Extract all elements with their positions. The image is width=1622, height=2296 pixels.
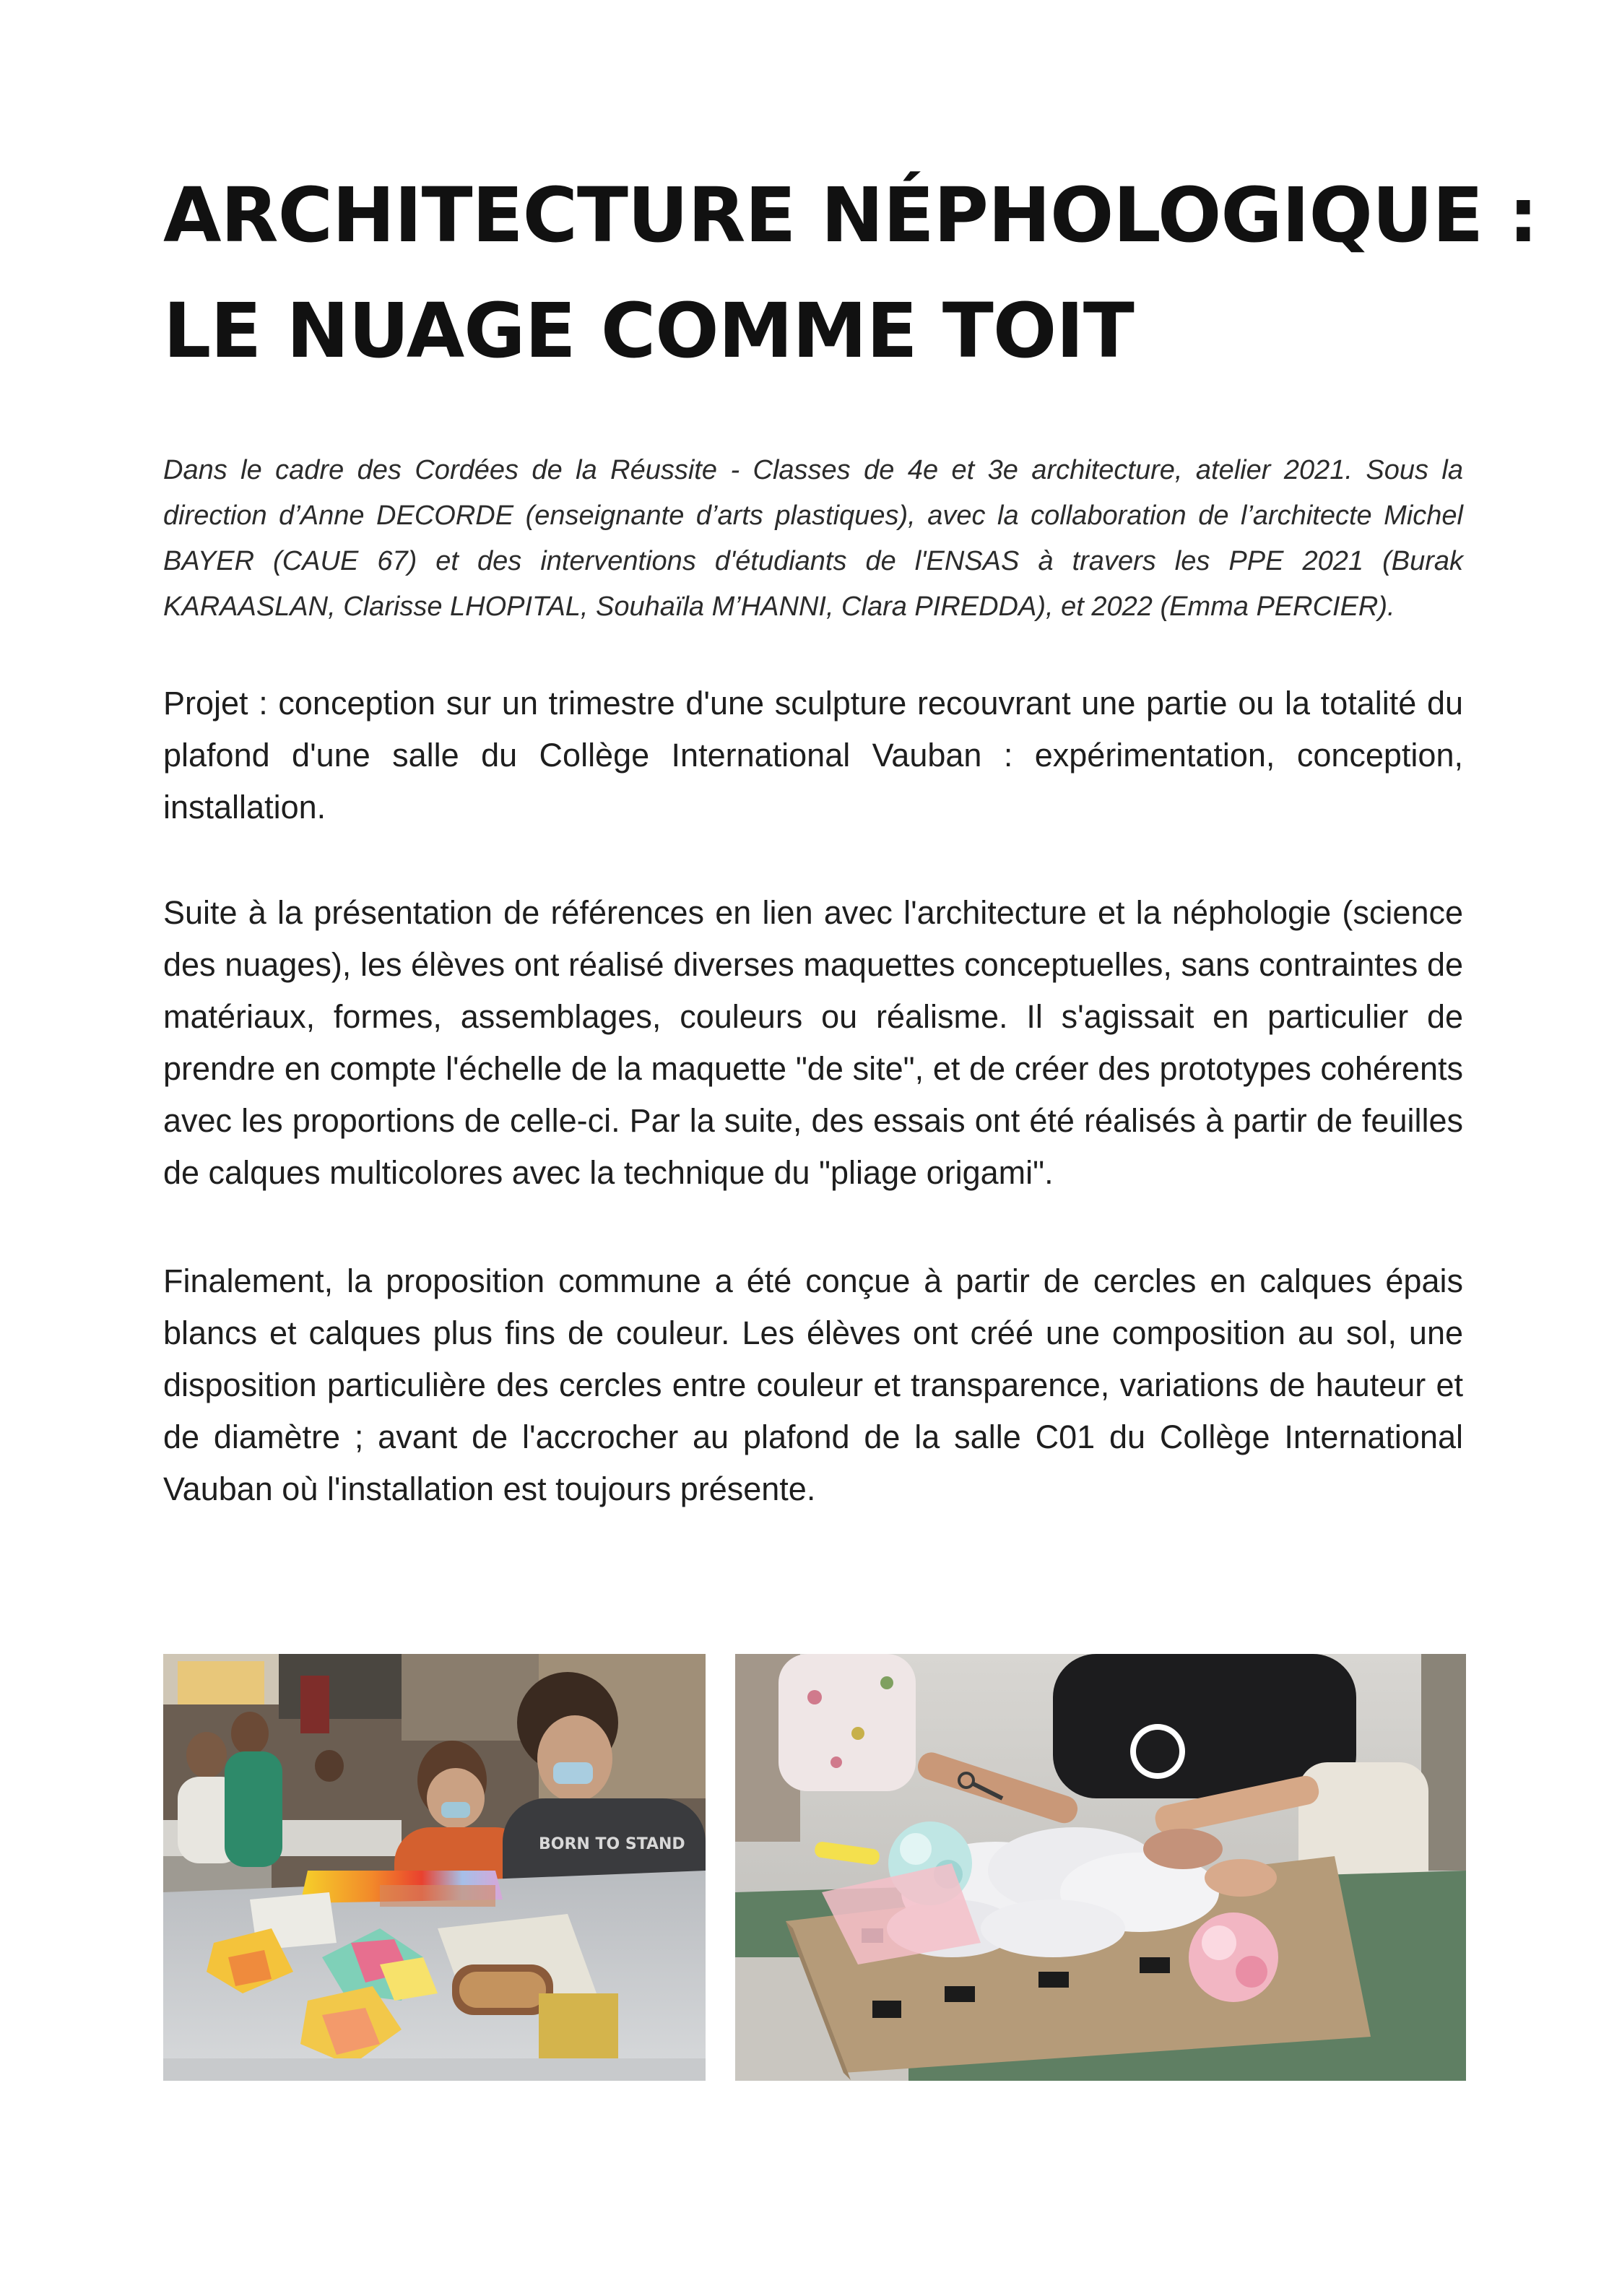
photo-cardboard-maquette	[735, 1654, 1466, 2081]
body-paragraph-final: Finalement, la proposition commune a été conçue à partir de cercles en calques épais blancs et calques plus fins de couleur. Les élèves ont créé une composition au sol, une disposition particulière des cercles entre couleur et transparence, variations de hauteur et de diamètre ; avant de l'accrocher au plafond de la salle C01 du Collège International Vauban où l'installation est toujours présente.	[163, 1262, 1463, 1507]
body-paragraph-project: Projet : conception sur un trimestre d'une sculpture recouvrant une partie ou la totalité du plafond d'une salle du Collège International Vauban : expérimentation, conception, installation.	[163, 685, 1463, 826]
photo-students-origami-image	[163, 1654, 706, 2081]
intro-paragraph: Dans le cadre des Cordées de la Réussite - Classes de 4e et 3e architecture, atelier 2021. Sous la direction d’Anne DECORDE (enseignante d’arts plastiques), avec la collaboration de l’architecte Michel BAYER (CAUE 67) et des interventions d'étudiants de l'ENSAS à travers les PPE 2021 (Burak KARAASLAN, Clarisse LHOPITAL, Souhaïla M’HANNI, Clara PIREDDA), et 2022 (Emma PERCIER).	[163, 455, 1463, 622]
photo-cardboard-maquette-image	[735, 1654, 1466, 2081]
shirt-print-text: BORN TO STAND	[539, 1835, 685, 1853]
title-line-1: ARCHITECTURE NÉPHOLOGIQUE :	[163, 171, 1538, 259]
title-line-2: LE NUAGE COMME TOIT	[163, 287, 1134, 375]
page-title	[163, 157, 1538, 389]
body-paragraph-references: Suite à la présentation de références en lien avec l'architecture et la néphologie (science des nuages), les élèves ont réalisé diverses maquettes conceptuelles, sans contraintes de matériaux, formes, assemblages, couleurs ou réalisme. Il s'agissait en particulier de prendre en compte l'échelle de la maquette "de site", et de créer des prototypes cohérents avec les proportions de celle-ci. Par la suite, des essais ont été réalisés à partir de feuilles de calques multicolores avec la technique du "pliage origami".	[163, 894, 1463, 1191]
photo-students-origami	[163, 1654, 706, 2081]
